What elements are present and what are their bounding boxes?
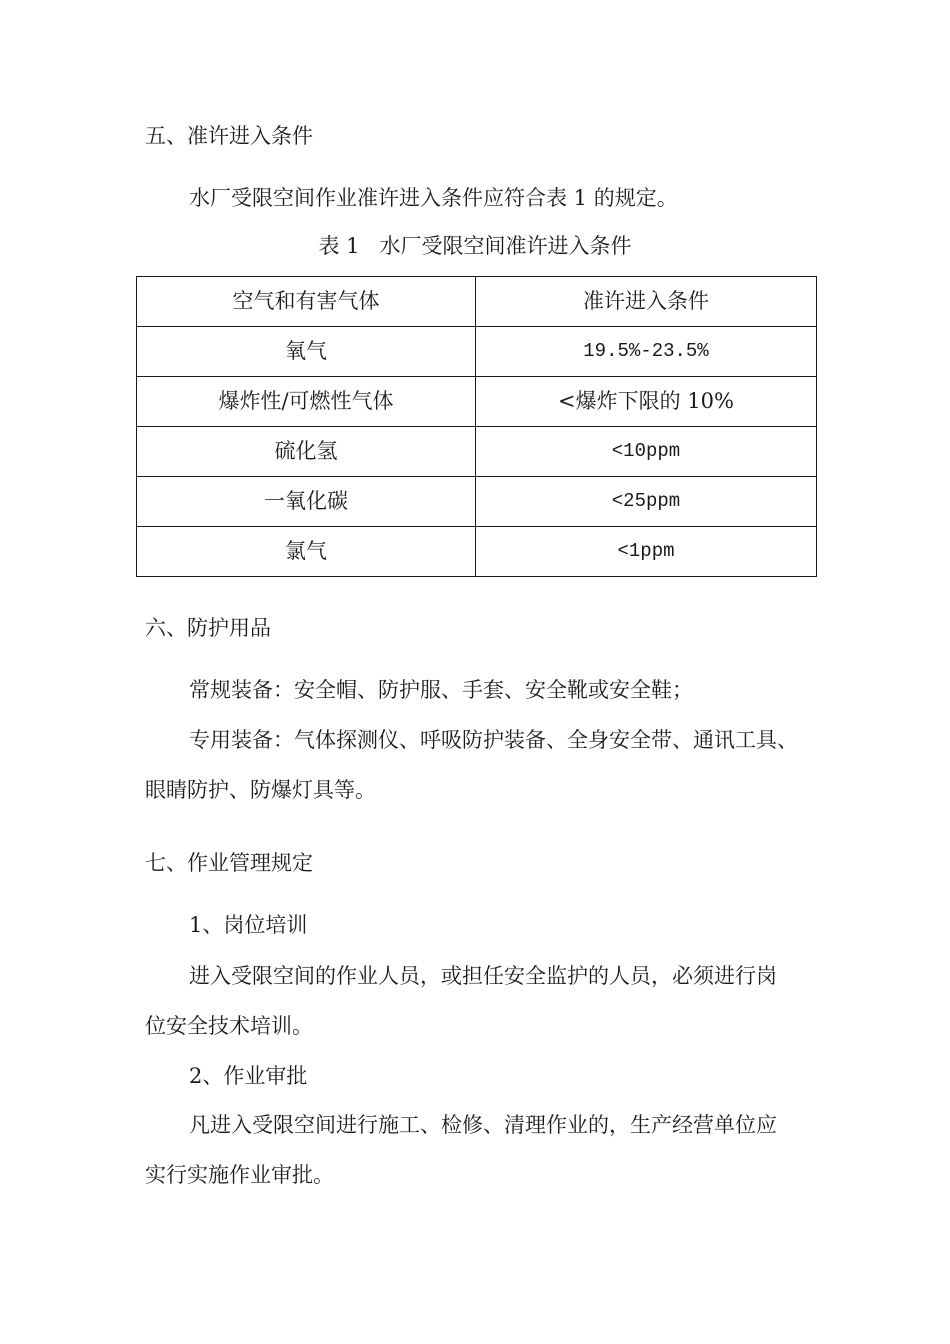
section-6-special-equipment-line-1: 专用装备：气体探测仪、呼吸防护装备、全身安全带、通讯工具、 [189,728,798,752]
table-header-gas: 空气和有害气体 [137,277,476,327]
section-5-intro: 水厂受限空间作业准许进入条件应符合表 1 的规定。 [189,186,678,210]
section-7-heading: 七、作业管理规定 [145,851,313,875]
section-7-item-2-title: 2、作业审批 [189,1064,308,1088]
section-7-item-1-body-line-1: 进入受限空间的作业人员，或担任安全监护的人员，必须进行岗 [189,964,777,988]
section-7-item-2-body-line-1: 凡进入受限空间进行施工、检修、清理作业的，生产经营单位应 [189,1113,777,1137]
table-cell-gas: 爆炸性/可燃性气体 [137,377,476,427]
section-6-special-equipment-line-2: 眼睛防护、防爆灯具等。 [145,778,376,802]
table-caption: 表 1 水厂受限空间准许进入条件 [318,234,632,258]
section-5-heading: 五、准许进入条件 [145,124,313,148]
table-cell-condition: <10ppm [476,427,817,477]
table-row [137,477,817,527]
section-7-item-1-body-line-2: 位安全技术培训。 [145,1014,313,1038]
table-header-condition: 准许进入条件 [476,277,817,327]
section-6-regular-equipment: 常规装备：安全帽、防护服、手套、安全靴或安全鞋； [189,678,693,702]
table-cell-gas: 氧气 [137,327,476,377]
table-cell-condition: <25ppm [476,477,817,527]
table-cell-condition: <1ppm [476,527,817,577]
table-cell-condition: <爆炸下限的 10% [476,377,817,427]
section-7-item-1-title: 1、岗位培训 [189,913,308,937]
table-cell-gas: 硫化氢 [137,427,476,477]
table-row [137,527,817,577]
table-cell-gas: 氯气 [137,527,476,577]
table-row [137,327,817,377]
section-7-item-2-body-line-2: 实行实施作业审批。 [145,1163,334,1187]
entry-conditions-table [136,276,817,577]
table-row [137,427,817,477]
table-cell-condition: 19.5%-23.5% [476,327,817,377]
table-cell-gas: 一氧化碳 [137,477,476,527]
table-header-row [137,277,817,327]
table-row [137,377,817,427]
section-6-heading: 六、防护用品 [145,616,271,640]
